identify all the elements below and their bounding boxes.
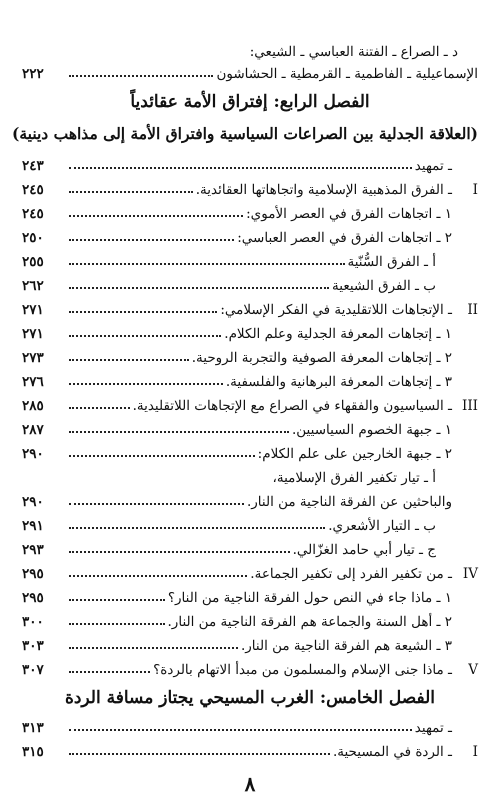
toc-page-number: ٣٠٠: [22, 614, 44, 630]
toc-page-number: ٢٩٠: [22, 494, 44, 510]
toc-entry: [22, 270, 478, 294]
toc-page-number: ٢٧١: [22, 302, 44, 318]
toc-page-number: ٢٩٥: [22, 566, 44, 582]
toc-entry: [22, 174, 478, 198]
toc-page-number: ٢٩٥: [22, 590, 44, 606]
toc-entry-text: ب ـ الفرق الشيعية: [332, 278, 436, 294]
toc-page-number: ٢٤٥: [22, 182, 44, 198]
toc-entry-text: ١ ـ إتجاهات المعرفة الجدلية وعلم الكلام.: [224, 326, 452, 342]
section-numeral: V: [468, 662, 478, 678]
dot-leader: [69, 647, 238, 649]
section-numeral: II: [467, 302, 478, 318]
toc-page-number: ٢٦٢: [22, 278, 44, 294]
dot-leader: [69, 671, 150, 673]
toc-entry: [22, 222, 478, 246]
dot-leader: [69, 359, 189, 361]
toc-entry-text: ٢ ـ اتجاهات الفرق في العصر العباسي:: [237, 230, 452, 246]
toc-entry: [22, 582, 478, 606]
toc-page-number: ٣٠٣: [22, 638, 44, 654]
dot-leader: [69, 455, 255, 457]
toc-entry-text: أ ـ تيار تكفير الفرق الإسلامية،: [272, 470, 436, 486]
toc-page-number: ٢٩٠: [22, 446, 44, 462]
toc-page-number: ٢٩١: [22, 518, 44, 534]
toc-entry: [22, 438, 478, 462]
dot-leader: [69, 239, 234, 241]
toc-entry: [22, 342, 478, 366]
section-numeral: I: [472, 182, 478, 198]
toc-page-number: ٢٨٥: [22, 398, 44, 414]
toc-page-number: ٢٩٣: [22, 542, 44, 558]
dot-leader: [69, 623, 165, 625]
toc-page-number: ٣١٥: [22, 744, 44, 760]
toc-entry: [22, 712, 478, 736]
dot-leader: [69, 383, 223, 385]
dot-leader: [69, 335, 221, 337]
chapter-5-title: الفصل الخامس: الغرب المسيحي يجتاز مسافة الردة: [64, 688, 436, 708]
toc-entry-text: ـ تمهيد: [414, 158, 452, 174]
dot-leader: [69, 311, 217, 313]
toc-page-number: ٣١٣: [22, 720, 44, 736]
toc-entry-text: ٢ ـ أهل السنة والجماعة هم الفرقة الناجية من النار.: [167, 614, 452, 630]
dot-leader: [69, 287, 329, 289]
toc-entry: [22, 606, 478, 630]
chapter-4-subtitle: (العلاقة الجدلية بين الصراعات السياسية وافتراق الأمة إلى مذاهب دينية): [12, 124, 478, 143]
toc-entry-text: د ـ الصراع ـ الفتنة العباسي ـ الشيعي:: [249, 44, 458, 60]
toc-entry-text: ـ الإتجاهات اللاتقليدية في الفكر الإسلامي:: [220, 302, 452, 318]
dot-leader: [69, 431, 289, 433]
toc-entry: [22, 510, 478, 534]
toc-entry: [22, 366, 478, 390]
toc-entry-text: ٢ ـ جبهة الخارجين على علم الكلام:: [257, 446, 452, 462]
toc-page-number: ٢٤٥: [22, 206, 44, 222]
toc-entry-text: الإسماعيلية ـ الفاطمية ـ القرمطية ـ الحشاشون: [216, 66, 478, 82]
toc-entry: [22, 150, 478, 174]
page-number: ٨: [244, 772, 256, 796]
toc-entry-continued-heading: [22, 36, 478, 60]
toc-entry: [22, 198, 478, 222]
toc-entry: [22, 390, 478, 414]
toc-entry: [22, 486, 478, 510]
toc-entry: [22, 630, 478, 654]
section-numeral: I: [472, 744, 478, 760]
dot-leader: [69, 551, 290, 553]
toc-entry-text: ب ـ التيار الأشعري.: [328, 518, 436, 534]
section-numeral: III: [462, 398, 478, 414]
dot-leader: [69, 503, 244, 505]
toc-entry-text: والباحثين عن الفرقة الناجية من النار.: [246, 494, 452, 510]
dot-leader: [69, 167, 412, 169]
toc-page-number: ٢٥٥: [22, 254, 44, 270]
dot-leader: [69, 575, 247, 577]
toc-page-number: ٢٢٢: [22, 66, 44, 82]
toc-entry: [22, 294, 478, 318]
toc-page-number: ٢٤٣: [22, 158, 44, 174]
dot-leader: [69, 75, 213, 77]
dot-leader: [69, 599, 165, 601]
toc-entry-text: ٣ ـ إتجاهات المعرفة البرهانية والفلسفية.: [225, 374, 452, 390]
toc-page-number: ٢٧١: [22, 326, 44, 342]
toc-entry-text: أ ـ الفرق السُّنّية: [347, 254, 436, 270]
toc-page-number: ٢٨٧: [22, 422, 44, 438]
dot-leader: [69, 263, 345, 265]
toc-entry: [22, 318, 478, 342]
dot-leader: [69, 729, 412, 731]
toc-entry: [22, 246, 478, 270]
toc-entry-text: ١ ـ اتجاهات الفرق في العصر الأموي:: [246, 206, 452, 222]
toc-entry: [22, 462, 478, 486]
dot-leader: [69, 215, 243, 217]
toc-entry-text: ـ من تكفير الفرد إلى تكفير الجماعة.: [250, 566, 452, 582]
dot-leader: [69, 527, 325, 529]
toc-entry-text: ـ السياسيون والفقهاء في الصراع مع الإتجاهات اللاتقليدية.: [132, 398, 452, 414]
toc-page-number: ٢٥٠: [22, 230, 44, 246]
section-numeral: IV: [462, 566, 478, 582]
toc-entry: [22, 558, 478, 582]
toc-entry: [22, 736, 478, 760]
toc-entry-continued: [22, 58, 478, 82]
toc-entry-text: ٣ ـ الشيعة هم الفرقة الناجية من النار.: [240, 638, 452, 654]
dot-leader: [69, 191, 193, 193]
dot-leader: [69, 753, 330, 755]
toc-page-number: ٢٧٦: [22, 374, 44, 390]
toc-entry-text: ـ الردة في المسيحية.: [332, 744, 452, 760]
toc-entry-text: ـ ماذا جنى الإسلام والمسلمون من مبدأ الاتهام بالردة؟: [153, 662, 452, 678]
chapter-4-title: الفصل الرابع: إفتراق الأمة عقائدياً: [130, 92, 370, 112]
toc-entry: [22, 414, 478, 438]
toc-entry-text: ١ ـ جبهة الخصوم السياسيين.: [291, 422, 452, 438]
toc-entry-text: ٢ ـ إتجاهات المعرفة الصوفية والتجربة الروحية.: [191, 350, 452, 366]
toc-entry-text: ١ ـ ماذا جاء في النص حول الفرقة الناجية من النار؟: [167, 590, 452, 606]
toc-entry: [22, 534, 478, 558]
toc-entry: [22, 654, 478, 678]
toc-entry-text: ـ تمهيد: [414, 720, 452, 736]
toc-page-number: ٢٧٣: [22, 350, 44, 366]
toc-entry-text: ـ الفرق المذهبية الإسلامية واتجاهاتها العقائدية.: [195, 182, 452, 198]
dot-leader: [69, 407, 130, 409]
toc-entry-text: ج ـ تيار أبي حامد الغزّالي.: [292, 542, 436, 558]
toc-page-number: ٣٠٧: [22, 662, 44, 678]
